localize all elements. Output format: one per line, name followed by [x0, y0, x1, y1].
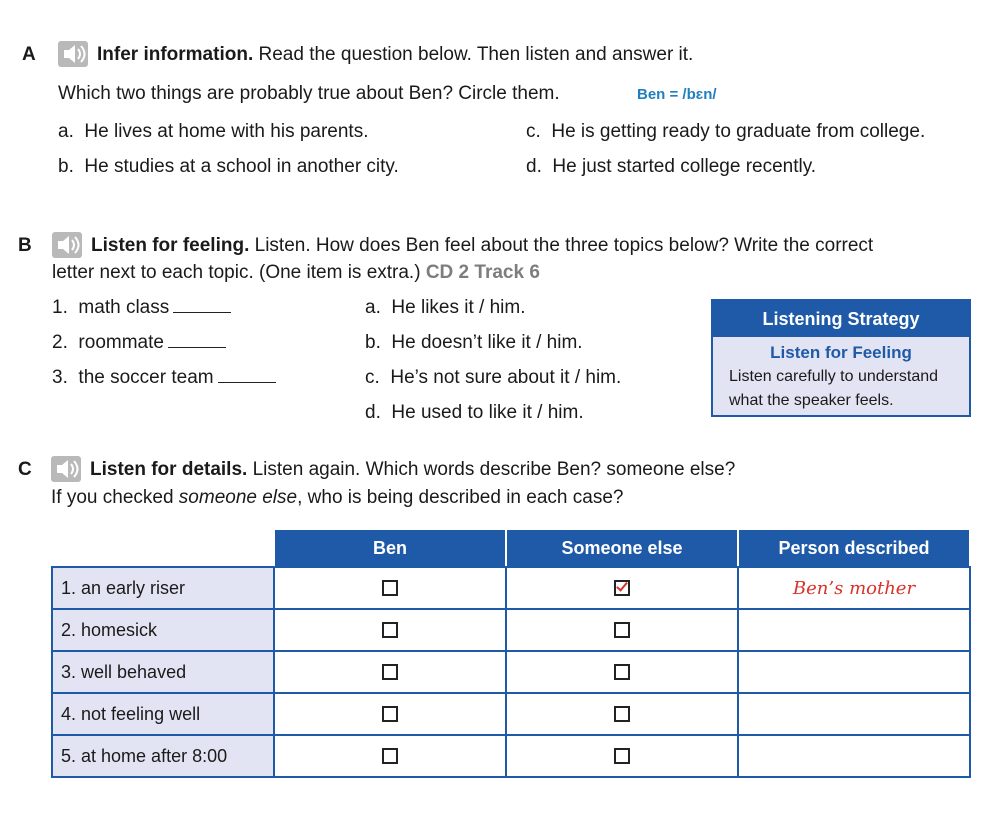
- details-table: [51, 528, 971, 778]
- section-a-letter: A: [22, 44, 36, 65]
- topic-3: [52, 367, 276, 389]
- ben-cell: [274, 693, 506, 735]
- person-cell[interactable]: [738, 609, 970, 651]
- row-label: 5. at home after 8:00: [52, 735, 274, 777]
- audio-speaker-icon[interactable]: [58, 41, 88, 67]
- section-b-line2: [52, 262, 540, 284]
- person-cell[interactable]: [738, 693, 970, 735]
- ben-checkbox[interactable]: [382, 706, 398, 722]
- line2-post: , who is being described in each case?: [297, 487, 624, 508]
- answer-c: [365, 367, 621, 389]
- section-a-heading: Infer information.: [97, 44, 254, 65]
- section-a-instruction: Read the question below. Then listen and answer it.: [258, 44, 694, 65]
- strategy-line-1: Listen carefully to understand: [729, 368, 939, 385]
- strategy-title: Listening Strategy: [713, 301, 969, 337]
- blank-header: [52, 529, 274, 567]
- answer-text: He doesn’t like it / him.: [391, 332, 583, 353]
- answer-text: He likes it / him.: [391, 297, 526, 318]
- table-row: [52, 735, 970, 777]
- ben-cell: [274, 567, 506, 609]
- someone-else-checkbox[interactable]: [614, 580, 630, 596]
- section-b-heading-line: [91, 235, 873, 257]
- table-header-row: [52, 529, 970, 567]
- answer-blank[interactable]: [168, 333, 226, 348]
- option-d[interactable]: [526, 156, 816, 178]
- row-label: 1. an early riser: [52, 567, 274, 609]
- pronunciation-note: Ben = /bɛn/: [637, 86, 717, 103]
- cd-track-label: CD 2 Track 6: [425, 262, 540, 283]
- listening-strategy-box: [711, 299, 971, 417]
- ben-cell: [274, 651, 506, 693]
- ben-checkbox[interactable]: [382, 664, 398, 680]
- header-someone-else: Someone else: [506, 529, 738, 567]
- option-text: He just started college recently.: [552, 156, 817, 177]
- line2-pre: If you checked: [51, 487, 179, 508]
- ben-cell: [274, 735, 506, 777]
- strategy-subtitle: Listen for Feeling: [770, 343, 912, 362]
- audio-speaker-icon[interactable]: [51, 456, 81, 482]
- section-a-question: Which two things are probably true about Ben? Circle them.: [58, 83, 560, 104]
- answer-text: He used to like it / him.: [391, 402, 584, 423]
- answer-letter: c.: [365, 367, 380, 388]
- person-described-text: Ben’s mother: [792, 577, 916, 599]
- table-row: [52, 567, 970, 609]
- topic-2: [52, 332, 226, 354]
- answer-blank[interactable]: [173, 298, 231, 313]
- answer-a: [365, 297, 526, 319]
- option-text: He is getting ready to graduate from college.: [551, 121, 926, 142]
- option-letter: a.: [58, 121, 74, 142]
- topic-num: 3.: [52, 367, 68, 388]
- person-cell[interactable]: [738, 735, 970, 777]
- ben-checkbox[interactable]: [382, 748, 398, 764]
- someone-else-checkbox[interactable]: [614, 664, 630, 680]
- option-letter: b.: [58, 156, 74, 177]
- answer-b: [365, 332, 583, 354]
- answer-d: [365, 402, 584, 424]
- option-text: He lives at home with his parents.: [84, 121, 369, 142]
- section-c-instruction-1: Listen again. Which words describe Ben? someone else?: [252, 459, 736, 480]
- option-text: He studies at a school in another city.: [84, 156, 399, 177]
- answer-letter: d.: [365, 402, 381, 423]
- section-a-heading-line: [97, 44, 693, 66]
- ben-checkbox[interactable]: [382, 580, 398, 596]
- topic-num: 2.: [52, 332, 68, 353]
- section-b-letter: B: [18, 235, 32, 256]
- option-a[interactable]: [58, 121, 369, 143]
- ben-checkbox[interactable]: [382, 622, 398, 638]
- line2-emphasis: someone else: [178, 487, 298, 508]
- someone-else-cell: [506, 609, 738, 651]
- topic-1: [52, 297, 231, 319]
- section-c-heading-line: [90, 459, 735, 481]
- header-person-described: Person described: [738, 529, 970, 567]
- section-b-heading: Listen for feeling.: [91, 235, 250, 256]
- someone-else-checkbox[interactable]: [614, 748, 630, 764]
- someone-else-checkbox[interactable]: [614, 622, 630, 638]
- topic-num: 1.: [52, 297, 68, 318]
- answer-text: He’s not sure about it / him.: [390, 367, 622, 388]
- option-letter: d.: [526, 156, 542, 177]
- answer-letter: b.: [365, 332, 381, 353]
- audio-speaker-icon[interactable]: [52, 232, 82, 258]
- section-c-letter: C: [18, 459, 32, 480]
- someone-else-cell: [506, 693, 738, 735]
- answer-letter: a.: [365, 297, 381, 318]
- option-c[interactable]: [526, 121, 925, 143]
- someone-else-cell: [506, 651, 738, 693]
- person-cell[interactable]: [738, 651, 970, 693]
- answer-blank[interactable]: [218, 368, 276, 383]
- option-b[interactable]: [58, 156, 399, 178]
- row-label: 2. homesick: [52, 609, 274, 651]
- section-c-line2: [51, 487, 623, 509]
- topic-text: the soccer team: [78, 367, 214, 388]
- section-c-heading: Listen for details.: [90, 459, 248, 480]
- person-cell[interactable]: [738, 567, 970, 609]
- topic-text: math class: [78, 297, 170, 318]
- row-label: 3. well behaved: [52, 651, 274, 693]
- option-letter: c.: [526, 121, 541, 142]
- topic-text: roommate: [78, 332, 164, 353]
- ben-cell: [274, 609, 506, 651]
- section-b-instruction-1: Listen. How does Ben feel about the three topics below? Write the correct: [254, 235, 874, 256]
- table-row: [52, 693, 970, 735]
- someone-else-cell: [506, 735, 738, 777]
- table-row: [52, 609, 970, 651]
- someone-else-cell: [506, 567, 738, 609]
- section-b-instruction-2: letter next to each topic. (One item is extra.): [52, 262, 421, 283]
- strategy-body: [713, 365, 969, 413]
- strategy-line-2: what the speaker feels.: [729, 392, 894, 409]
- header-ben: Ben: [274, 529, 506, 567]
- table-row: [52, 651, 970, 693]
- row-label: 4. not feeling well: [52, 693, 274, 735]
- someone-else-checkbox[interactable]: [614, 706, 630, 722]
